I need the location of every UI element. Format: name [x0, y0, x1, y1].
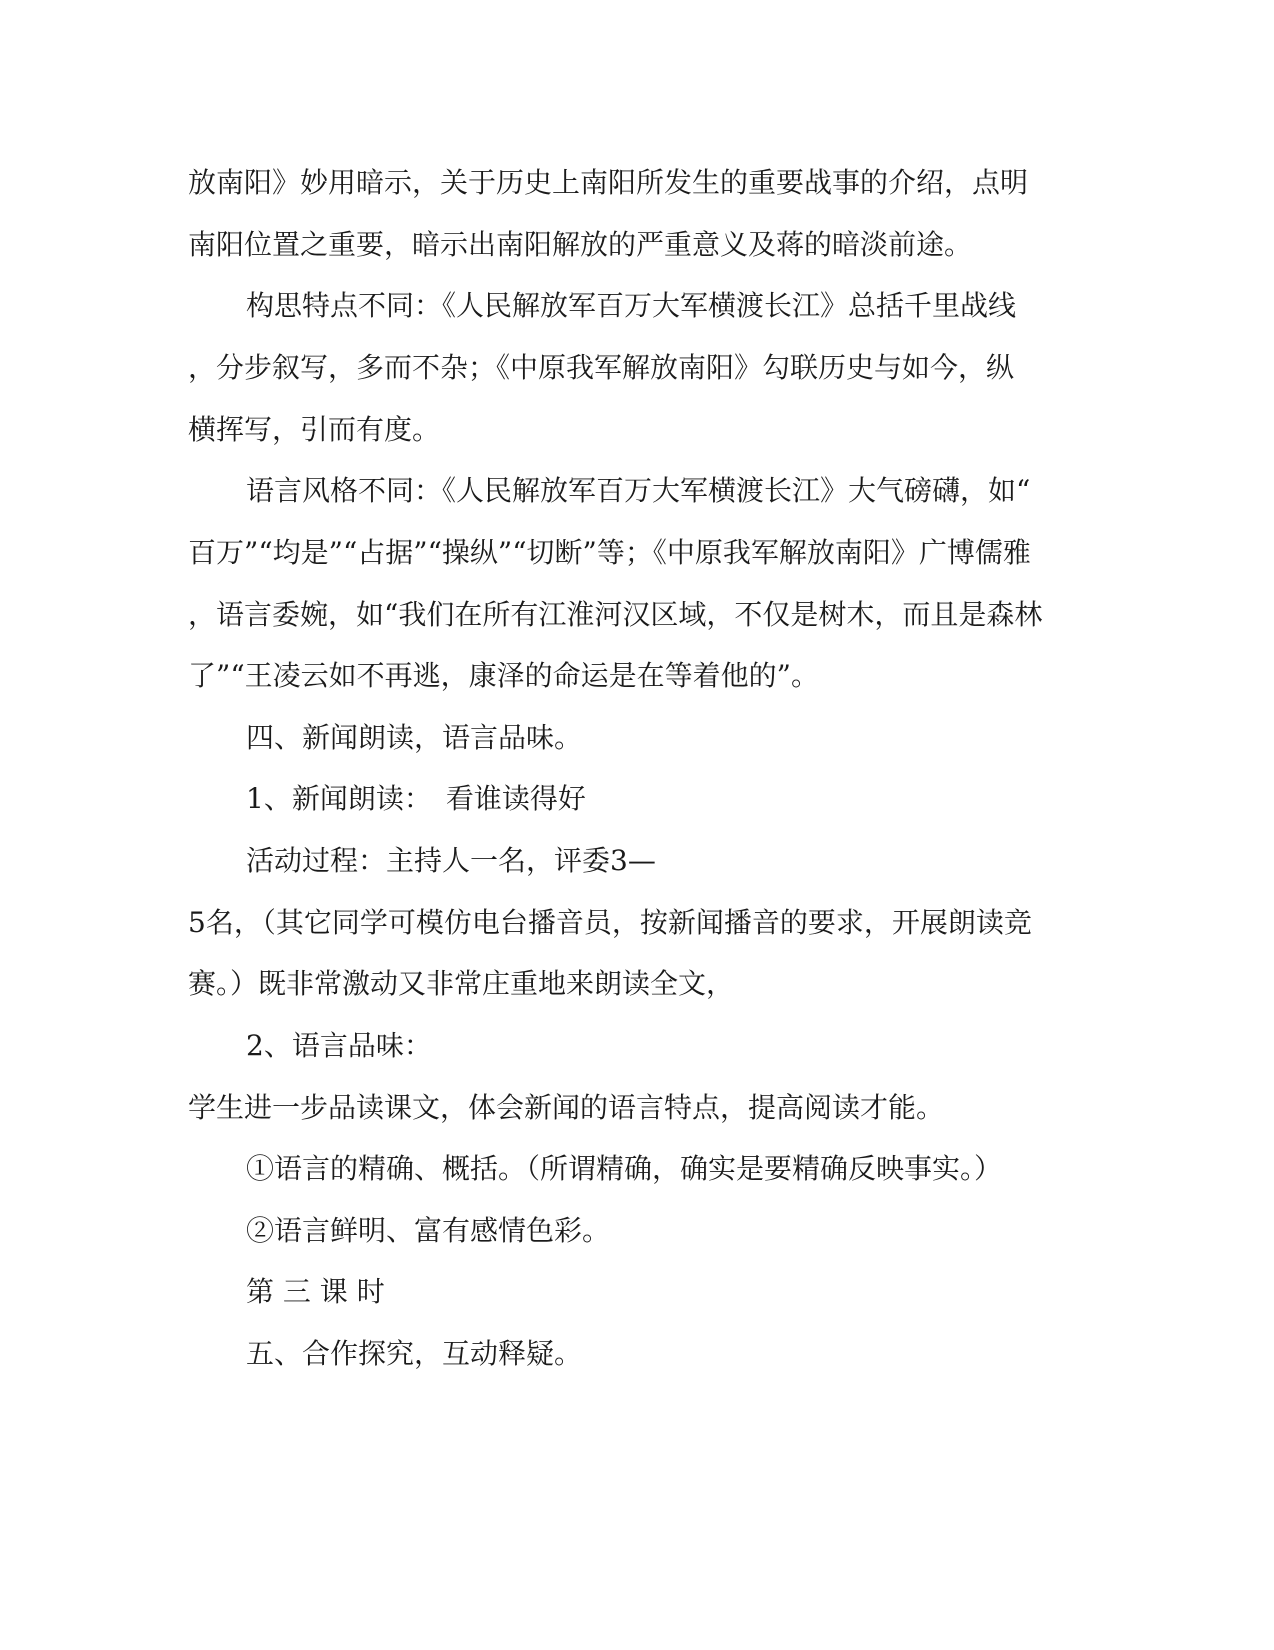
text-line: 横挥写，引而有度。 — [188, 413, 441, 446]
text-line: 赛。）既非常激动又非常庄重地来朗读全文， — [188, 967, 735, 1000]
text-line: 5名，（其它同学可模仿电台播音员，按新闻播音的要求，开展朗读竞 — [188, 906, 1032, 939]
list-item: ②语言鲜明、富有感情色彩。 — [246, 1214, 611, 1247]
text-line: 2、语言品味： — [246, 1029, 432, 1062]
text-line: 学生进一步品读课文，体会新闻的语言特点，提高阅读才能。 — [188, 1091, 945, 1124]
lesson-heading: 第 三 课 时 — [246, 1275, 385, 1308]
list-item: ①语言的精确、概括。（所谓精确，确实是要精确反映事实。） — [246, 1152, 1003, 1185]
text-line: 南阳位置之重要，暗示出南阳解放的严重意义及蒋的暗淡前途。 — [188, 228, 973, 261]
text-line: 活动过程：主持人一名，评委3— — [246, 844, 656, 877]
text-line: 放南阳》妙用暗示，关于历史上南阳所发生的重要战事的介绍，点明 — [188, 166, 1029, 199]
section-heading: 五、合作探究，互动释疑。 — [246, 1337, 583, 1370]
text-line: ，分步叙写，多而不杂；《中原我军解放南阳》勾联历史与如今，纵 — [188, 351, 1015, 384]
text-line: 百万”“均是”“占据”“操纵”“切断”等；《中原我军解放南阳》广博儒雅 — [188, 536, 1031, 569]
text-line: ，语言委婉，如“我们在所有江淮河汉区域，不仅是树木，而且是森林 — [188, 598, 1043, 631]
text-line: 1、新闻朗读： 看谁读得好 — [246, 782, 586, 815]
text-line: 语言风格不同：《人民解放军百万大军横渡长江》大气磅礴，如“ — [246, 474, 1031, 507]
text-line: 构思特点不同：《人民解放军百万大军横渡长江》总括千里战线 — [246, 289, 1017, 322]
section-heading: 四、新闻朗读，语言品味。 — [246, 721, 583, 754]
text-line: 了”“王凌云如不再逃，康泽的命运是在等着他的”。 — [188, 659, 819, 692]
